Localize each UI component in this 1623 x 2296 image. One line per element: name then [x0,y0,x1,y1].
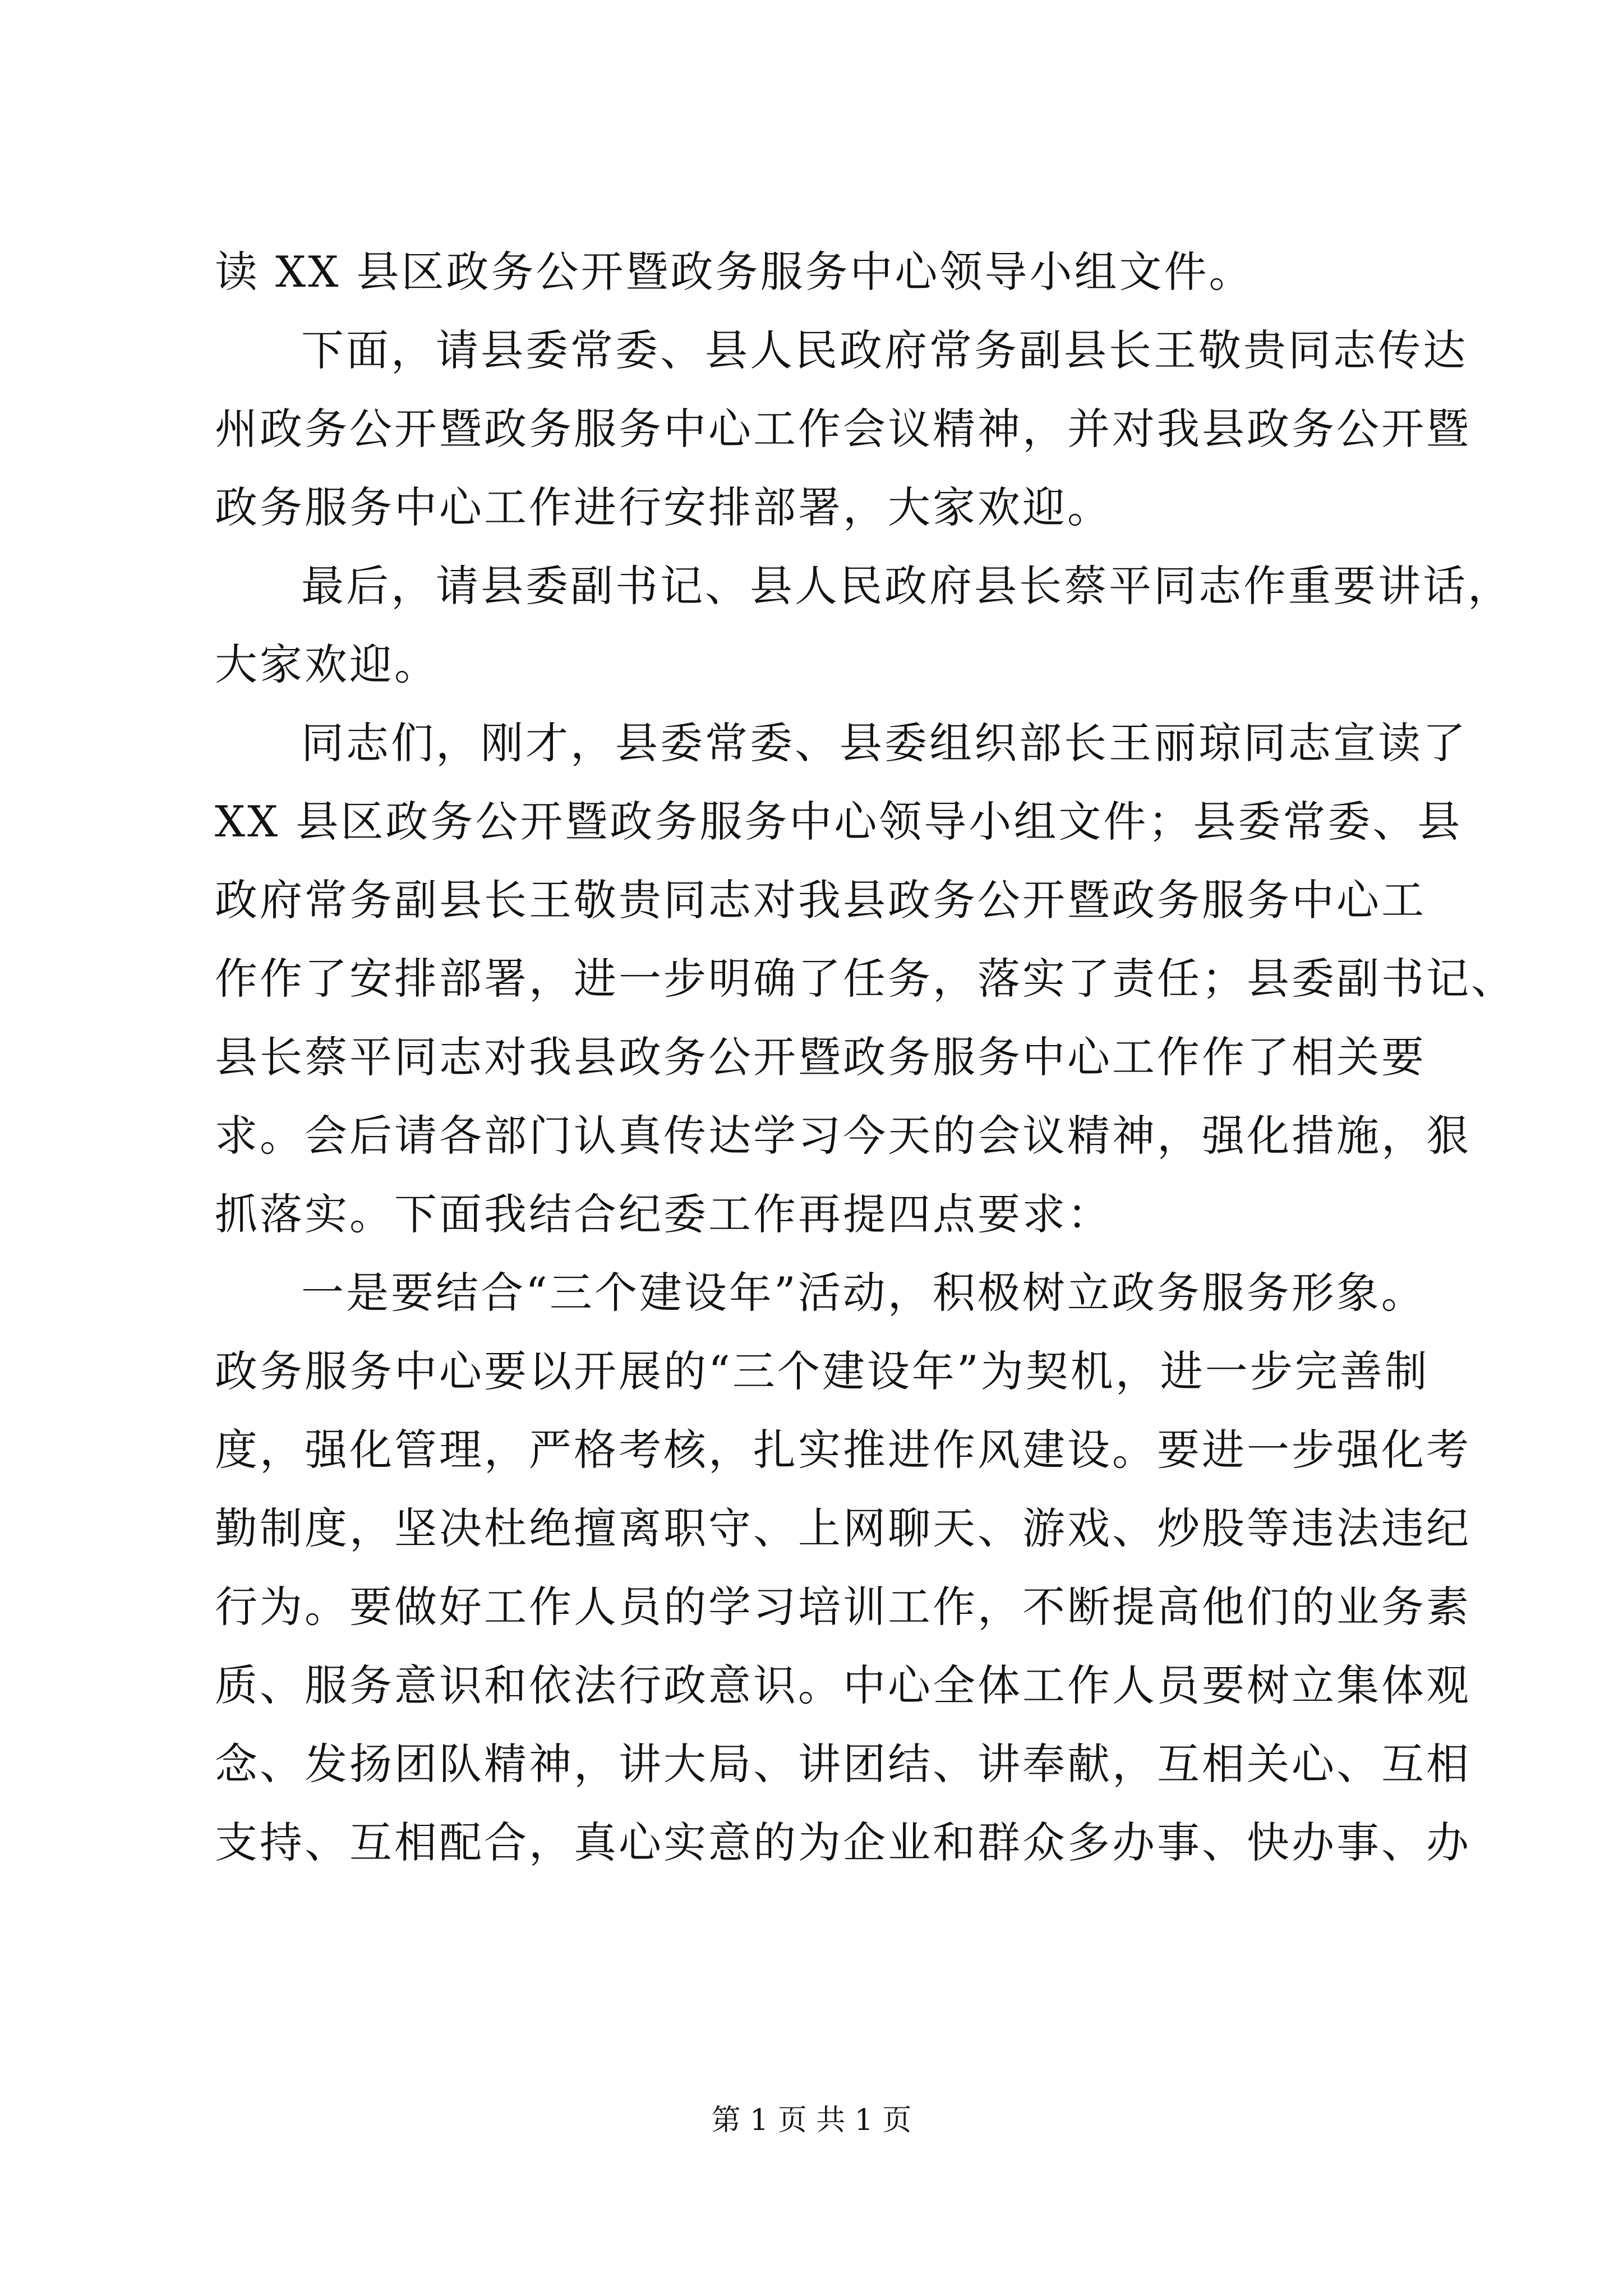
page-footer: 第 1 页 共 1 页 [711,2104,912,2137]
text-line: 州政务公开暨政务服务中心工作会议精神，并对我县政务公开暨 [215,404,1471,454]
text-line: 县长蔡平同志对我县政务公开暨政务服务中心工作作了相关要 [215,1032,1426,1082]
text-line: 抓落实。下面我结合纪委工作再提四点要求： [215,1189,1112,1239]
text-line: 度，强化管理，严格考核，扎实推进作风建设。要进一步强化考 [215,1425,1471,1475]
text-line: 行为。要做好工作人员的学习培训工作，不断提高他们的业务素 [215,1582,1471,1632]
text-line: XX 县区政务公开暨政务服务中心领导小组文件；县委常委、县 [215,797,1463,846]
text-line: 政府常务副县长王敬贵同志对我县政务公开暨政务服务中心工 [215,875,1426,925]
paragraph-first-line: 同志们，刚才，县委常委、县委组织部长王丽琼同志宣读了 [301,718,1468,768]
text-line: 念、发扬团队精神，讲大局、讲团结、讲奉献，互相关心、互相 [215,1739,1471,1789]
text-line: 作作了安排部署，进一步明确了任务，落实了责任；县委副书记、 [215,954,1516,1004]
text-line: 政务服务中心工作进行安排部署，大家欢迎。 [215,482,1112,532]
paragraph-first-line: 下面，请县委常委、县人民政府常务副县长王敬贵同志传达 [301,325,1468,375]
paragraph-first-line: 最后，请县委副书记、县人民政府县长蔡平同志作重要讲话， [301,561,1513,611]
text-line: 大家欢迎。 [215,639,439,689]
text-line: 支持、互相配合，真心实意的为企业和群众多办事、快办事、办 [215,1818,1471,1867]
text-line: 读 XX 县区政务公开暨政务服务中心领导小组文件。 [215,247,1254,297]
text-line: 勤制度，坚决杜绝擅离职守、上网聊天、游戏、炒股等违法违纪 [215,1503,1471,1553]
paragraph-first-line: 一是要结合“三个建设年”活动，积极树立政务服务形象。 [301,1268,1426,1318]
text-line: 质、服务意识和依法行政意识。中心全体工作人员要树立集体观 [215,1660,1471,1710]
text-line: 求。会后请各部门认真传达学习今天的会议精神，强化措施，狠 [215,1111,1471,1161]
text-line: 政务服务中心要以开展的“三个建设年”为契机，进一步完善制 [215,1346,1430,1396]
